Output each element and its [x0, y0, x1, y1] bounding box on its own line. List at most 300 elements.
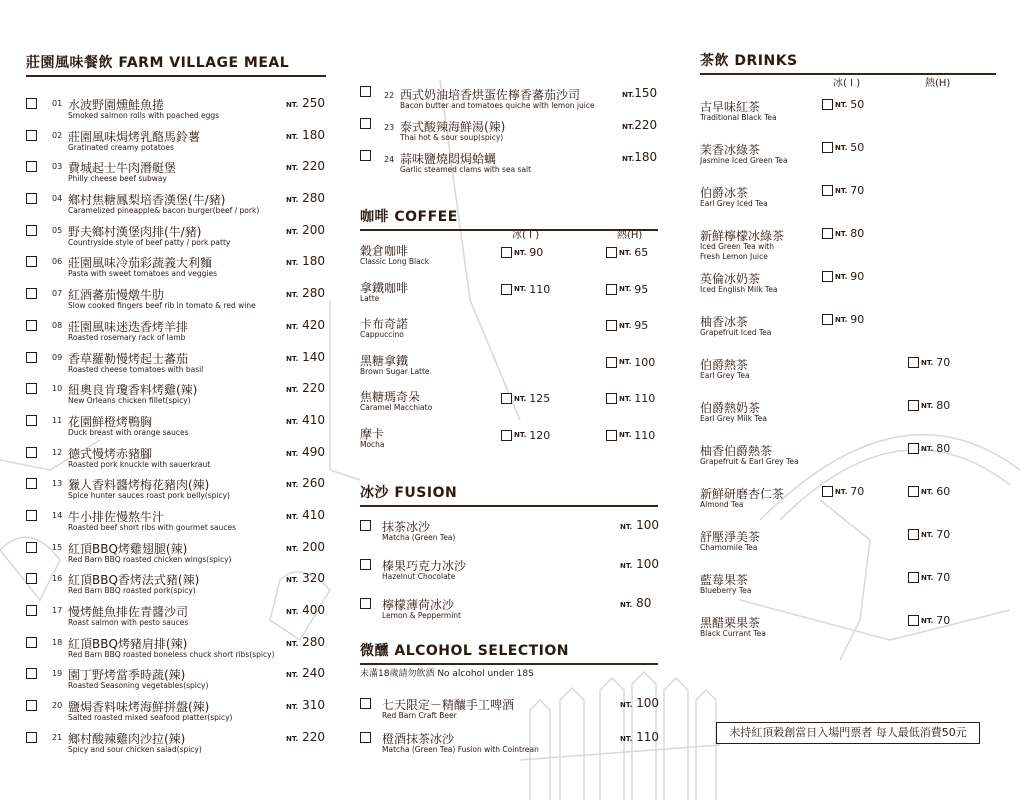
meal-item: [26, 160, 326, 192]
meal-item: [26, 699, 326, 731]
item-number: 24: [384, 155, 395, 164]
item-price: [286, 730, 325, 744]
item-price: [620, 696, 659, 710]
hot-price-option[interactable]: [606, 356, 655, 369]
price-value: 110: [634, 392, 656, 405]
currency-label: NT.: [619, 394, 632, 403]
item-name: 鄉村焦糖鳳梨培香漢堡(牛/豬): [68, 193, 226, 208]
meal-item: [26, 477, 326, 509]
coffee-hot-header: 熱(H): [617, 230, 643, 241]
iced-price-option[interactable]: [501, 246, 543, 259]
item-price: [286, 318, 325, 332]
price-value: 90: [529, 246, 544, 259]
item-number: 09: [52, 352, 63, 362]
drink-item: [700, 227, 996, 267]
drinks-iced-header: 冰( I ): [833, 78, 861, 89]
item-name: 紐奧良肯瓊香料烤雞(辣): [68, 383, 198, 398]
order-checkbox[interactable]: [908, 486, 919, 497]
currency-label: NT.: [921, 358, 934, 367]
alcohol-item: [360, 730, 658, 762]
currency-label: NT.: [286, 639, 299, 648]
currency-label: NT.: [921, 487, 934, 496]
item-english-name: Thai hot & sour soup(spicy): [400, 133, 504, 142]
item-english-name: Smoked salmon rolls with poached eggs: [68, 111, 219, 120]
price-value: 200: [302, 539, 325, 554]
item-price: [286, 350, 325, 364]
price-value: 400: [302, 603, 325, 617]
item-name: 蒜味鹽燒悶焗蛤蠣: [400, 152, 497, 166]
currency-label: NT.: [514, 394, 527, 403]
order-checkbox[interactable]: [26, 510, 37, 521]
drink-item: [700, 313, 996, 353]
order-checkbox[interactable]: [26, 732, 37, 743]
iced-price-option[interactable]: [822, 98, 864, 111]
item-price: [286, 413, 325, 427]
order-checkbox[interactable]: [822, 271, 833, 282]
hot-price-option[interactable]: [908, 356, 950, 369]
currency-label: NT.: [620, 735, 633, 743]
order-checkbox[interactable]: [26, 573, 37, 584]
item-english-name: Roast salmon with pesto sauces: [68, 618, 189, 627]
iced-price-option[interactable]: [822, 485, 864, 498]
item-number: 22: [384, 91, 395, 100]
item-name: 新鮮研磨杏仁茶: [700, 487, 785, 501]
order-checkbox[interactable]: [822, 142, 833, 153]
drink-item: [700, 270, 996, 310]
meal-item: [360, 112, 660, 144]
order-checkbox[interactable]: [501, 393, 512, 404]
meal-item: [26, 541, 326, 573]
price-value: 100: [636, 557, 659, 571]
item-name: 伯爵熱奶茶: [700, 401, 761, 415]
order-checkbox[interactable]: [501, 430, 512, 441]
order-checkbox[interactable]: [908, 357, 919, 368]
item-price: [622, 86, 657, 100]
currency-label: NT.: [286, 164, 299, 173]
item-name: 藍莓果茶: [700, 573, 749, 587]
order-checkbox[interactable]: [26, 288, 37, 299]
order-checkbox[interactable]: [606, 284, 617, 295]
price-value: 125: [529, 392, 551, 405]
item-name: 焦糖瑪奇朵: [360, 390, 421, 404]
currency-label: NT.: [286, 481, 299, 490]
order-checkbox[interactable]: [606, 430, 617, 441]
order-checkbox[interactable]: [26, 700, 37, 711]
item-english-name: Spicy and sour chicken salad(spicy): [68, 744, 202, 754]
order-checkbox[interactable]: [26, 98, 37, 109]
price-value: 70: [936, 356, 951, 369]
coffee-section-title: 咖啡 COFFEE: [360, 206, 658, 231]
item-english-name: Iced English Milk Tea: [700, 285, 778, 294]
order-checkbox[interactable]: [606, 357, 617, 368]
item-name: 榛果巧克力冰沙: [382, 559, 467, 573]
item-english-name: Mocha: [360, 439, 385, 449]
order-checkbox[interactable]: [822, 314, 833, 325]
currency-label: NT.: [286, 703, 299, 712]
order-checkbox[interactable]: [26, 161, 37, 172]
price-value: 100: [636, 696, 659, 710]
currency-label: NT.: [286, 354, 299, 363]
item-number: 20: [52, 701, 63, 711]
drink-item: [700, 571, 996, 611]
currency-label: NT.: [835, 272, 848, 281]
item-english-name: Cappuccino: [360, 330, 404, 339]
item-english-name: Roasted pork knuckle with sauerkraut: [68, 459, 211, 469]
meal-item: [26, 731, 326, 763]
order-checkbox[interactable]: [26, 415, 37, 426]
item-number: 14: [52, 510, 63, 520]
item-english-name: Countryside style of beef patty / pork patty: [68, 237, 231, 247]
order-checkbox[interactable]: [360, 559, 371, 570]
item-name: 香草羅勒慢烤起士蕃茄: [68, 351, 189, 366]
iced-price-option[interactable]: [822, 313, 864, 326]
item-english-name: Red Barn Craft Beer: [382, 711, 457, 720]
currency-label: NT.: [619, 321, 632, 330]
minimum-charge-notice: 未持紅頂穀創當日入場門票者 每人最低消費50元: [716, 722, 980, 744]
currency-label: NT.: [514, 431, 527, 439]
drink-item: [700, 614, 996, 654]
currency-label: NT.: [835, 100, 848, 109]
coffee-item: [360, 242, 658, 276]
hot-price-option[interactable]: [908, 485, 950, 498]
item-price: [622, 118, 657, 132]
item-price: [286, 191, 325, 205]
item-price: [286, 540, 325, 554]
item-name: 舒壓淨美茶: [700, 530, 761, 544]
item-english-name: Lemon & Peppermint: [382, 611, 461, 620]
currency-label: NT.: [286, 512, 299, 521]
item-english-name: Roasted rosemary rack of lamb: [68, 332, 186, 342]
hot-price-option[interactable]: [606, 246, 648, 259]
item-name: 費城起士牛肉潛艇堡: [68, 161, 177, 176]
meal-item: [26, 224, 326, 256]
drinks-section-title: 茶飲 DRINKS: [700, 50, 996, 75]
item-name: 柚香冰茶: [700, 315, 749, 329]
order-checkbox[interactable]: [360, 118, 371, 129]
price-value: 80: [936, 442, 951, 455]
item-number: 07: [52, 289, 63, 299]
meal-list: [26, 97, 326, 762]
item-number: 17: [52, 606, 63, 615]
price-value: 70: [936, 528, 951, 541]
currency-label: NT.: [921, 530, 934, 539]
item-name: 牛小排佐慢熬牛汁: [68, 509, 165, 524]
meal-item: [26, 414, 326, 446]
meal-item: [26, 446, 326, 478]
item-price: [286, 286, 325, 300]
currency-label: NT.: [286, 544, 299, 553]
meal-item: [26, 129, 326, 161]
item-name: 花園鮮橙烤鴨胸: [68, 414, 153, 429]
item-english-name: Latte: [360, 293, 380, 303]
item-english-name: Earl Grey Iced Tea: [700, 199, 768, 208]
drink-item: [700, 399, 996, 439]
iced-price-option[interactable]: [501, 429, 550, 442]
item-english-name: Brown Sugar Latte: [360, 366, 430, 376]
hot-price-option[interactable]: [606, 429, 655, 442]
item-price: [286, 159, 325, 173]
order-checkbox[interactable]: [26, 225, 37, 236]
price-value: 180: [302, 127, 325, 142]
price-value: 110: [636, 730, 659, 744]
currency-label: NT.: [286, 322, 299, 331]
order-checkbox[interactable]: [606, 247, 617, 258]
item-english-name: Jasmine Iced Green Tea: [700, 156, 788, 165]
meal-item: [26, 636, 326, 668]
alcohol-section: [360, 640, 659, 754]
order-checkbox[interactable]: [26, 542, 37, 553]
iced-price-option[interactable]: [822, 227, 864, 240]
drinks-section: [700, 50, 996, 638]
item-name: 莊園風味焗烤乳酪馬鈴薯: [68, 129, 201, 144]
order-checkbox[interactable]: [606, 393, 617, 404]
item-english-name: Earl Grey Milk Tea: [700, 414, 767, 423]
item-name: 野夫鄉村漢堡肉排(牛/豬): [68, 224, 202, 239]
item-price: [286, 445, 325, 459]
price-value: 220: [302, 159, 325, 174]
order-checkbox[interactable]: [908, 529, 919, 540]
order-checkbox[interactable]: [360, 520, 371, 531]
order-checkbox[interactable]: [822, 185, 833, 196]
alcohol-age-note: 未滿18歲請勿飲酒 No alcohol under 18S: [360, 669, 534, 679]
order-checkbox[interactable]: [822, 99, 833, 110]
item-price: [620, 557, 659, 571]
item-name: 園丁野烤當季時蔬(辣): [68, 668, 186, 683]
meal-item: [26, 667, 326, 699]
price-value: 120: [529, 428, 551, 442]
currency-label: NT.: [286, 386, 299, 395]
iced-price-option[interactable]: [501, 283, 550, 296]
price-value: 250: [302, 96, 325, 110]
item-number: 13: [52, 479, 63, 489]
iced-price-option[interactable]: [822, 270, 864, 283]
item-english-name: Red Barn BBQ roasted pork(spicy): [68, 586, 196, 596]
price-value: 240: [302, 666, 325, 681]
item-english-name: Slow cooked fingers beef rib in tomato & red wine: [68, 301, 256, 311]
iced-price-option[interactable]: [822, 184, 864, 197]
order-checkbox[interactable]: [360, 598, 371, 609]
item-english-name: Grapefruit & Earl Grey Tea: [700, 457, 799, 466]
item-english-name: Roasted Seasoning vegetables(spicy): [68, 681, 209, 691]
currency-label: NT.: [921, 401, 934, 410]
price-value: 110: [529, 282, 551, 296]
currency-label: NT.: [619, 285, 632, 293]
iced-price-option[interactable]: [501, 392, 550, 405]
order-checkbox[interactable]: [26, 668, 37, 679]
item-price: [286, 128, 325, 142]
iced-price-option[interactable]: [822, 141, 864, 154]
price-value: 50: [850, 141, 865, 154]
item-price: [286, 381, 325, 395]
item-number: 08: [52, 320, 63, 330]
meal-item: [26, 287, 326, 319]
item-name: 水波野園燻鮭魚捲: [68, 98, 165, 112]
currency-label: NT.: [835, 186, 848, 195]
currency-label: NT.: [835, 143, 848, 152]
currency-label: NT.: [620, 701, 633, 709]
price-value: 100: [634, 355, 656, 369]
item-number: 06: [52, 257, 63, 267]
order-checkbox[interactable]: [26, 352, 37, 363]
hot-price-option[interactable]: [908, 528, 950, 541]
item-english-name: Red Barn BBQ roasted chicken wings(spicy): [68, 554, 232, 564]
item-english-name: Matcha (Green Tea): [382, 533, 456, 542]
currency-label: NT.: [622, 123, 635, 131]
currency-label: NT.: [620, 562, 633, 570]
item-english-name: Garlic steamed clams with sea salt: [400, 165, 532, 174]
price-value: 280: [302, 191, 325, 206]
hot-price-option[interactable]: [908, 399, 950, 412]
order-checkbox[interactable]: [360, 732, 371, 743]
meal-column: [26, 52, 326, 762]
item-name: 紅酒蕃茄慢燉牛肋: [68, 288, 165, 303]
item-name: 鄉村酸辣雞肉沙拉(辣): [68, 731, 186, 746]
item-number: 10: [52, 384, 63, 394]
price-value: 180: [634, 150, 658, 164]
item-price: [286, 603, 325, 617]
price-value: 220: [634, 118, 658, 132]
alcohol-item: [360, 696, 658, 728]
item-english-name: Gratinated creamy potatoes: [68, 142, 174, 152]
price-value: 80: [636, 596, 652, 610]
drink-item: [700, 141, 996, 181]
item-english-name: Bacon butter and tomatoes quiche with lemon juice: [400, 101, 595, 110]
item-english-name: Chamomile Tea: [700, 543, 758, 552]
order-checkbox[interactable]: [360, 86, 371, 97]
item-price: [286, 666, 325, 680]
order-checkbox[interactable]: [908, 615, 919, 626]
item-price: [286, 508, 325, 522]
price-value: 70: [850, 184, 865, 197]
price-value: 60: [936, 485, 951, 498]
currency-label: NT.: [835, 229, 848, 238]
item-english-name: Almond Tea: [700, 500, 744, 509]
price-value: 200: [302, 222, 325, 237]
hot-price-option[interactable]: [606, 283, 648, 296]
item-name: 莊園風味冷茄彩蔬義大利麵: [68, 256, 213, 271]
meal-item: [26, 509, 326, 541]
price-value: 90: [850, 270, 865, 283]
item-name: 伯爵冰茶: [700, 186, 749, 200]
currency-label: NT.: [286, 227, 299, 236]
fusion-item: [360, 518, 658, 552]
price-value: 310: [302, 698, 325, 713]
currency-label: NT.: [514, 285, 527, 293]
item-name: 檸檬薄荷冰沙: [382, 598, 455, 612]
hot-price-option[interactable]: [606, 392, 655, 405]
order-checkbox[interactable]: [908, 572, 919, 583]
price-value: 490: [302, 444, 325, 459]
price-value: 280: [302, 634, 325, 649]
meal-item: [26, 192, 326, 224]
fusion-section-title: 冰沙 FUSION: [360, 482, 658, 507]
currency-label: NT.: [619, 358, 632, 366]
order-checkbox[interactable]: [360, 150, 371, 161]
currency-label: NT.: [619, 248, 632, 257]
order-checkbox[interactable]: [26, 130, 37, 141]
coffee-item: [360, 425, 658, 459]
item-name: 莊園風味迷迭香烤羊排: [68, 319, 189, 334]
item-english-name-line2: Fresh Lemon Juice: [700, 252, 768, 261]
order-checkbox[interactable]: [26, 605, 37, 616]
item-price: [286, 635, 325, 649]
meal-item: [26, 382, 326, 414]
item-english-name: Roasted beef short ribs with gourmet sauces: [68, 522, 237, 532]
item-name: 紅頂BBQ香烤法式豬(辣): [68, 573, 200, 588]
coffee-item: [360, 388, 658, 422]
item-name: 黑醋栗果茶: [700, 616, 761, 630]
item-number: 05: [52, 225, 63, 235]
hot-price-option[interactable]: [908, 571, 950, 584]
price-value: 50: [850, 98, 865, 111]
item-english-name: Philly cheese beef subway: [68, 174, 167, 184]
item-name: 古早味紅茶: [700, 100, 761, 114]
order-checkbox[interactable]: [501, 284, 512, 295]
price-value: 95: [634, 319, 649, 332]
item-number: 04: [52, 194, 63, 204]
currency-label: NT.: [286, 101, 299, 109]
order-checkbox[interactable]: [822, 228, 833, 239]
item-price: [622, 150, 657, 164]
order-checkbox[interactable]: [501, 247, 512, 258]
order-checkbox[interactable]: [26, 478, 37, 489]
hot-price-option[interactable]: [606, 319, 648, 332]
middle-column: [360, 80, 660, 176]
item-number: 01: [52, 99, 63, 108]
coffee-iced-header: 冰( I ): [512, 230, 540, 241]
drink-item: [700, 356, 996, 396]
order-checkbox[interactable]: [606, 320, 617, 331]
coffee-item: [360, 279, 658, 313]
order-checkbox[interactable]: [26, 383, 37, 394]
order-checkbox[interactable]: [822, 486, 833, 497]
meal-section-title: 莊園風味餐飲 FARM VILLAGE MEAL: [26, 52, 326, 77]
hot-price-option[interactable]: [908, 614, 950, 627]
item-name: 伯爵熱茶: [700, 358, 749, 372]
item-name: 德式慢烤赤豬腳: [68, 446, 153, 461]
price-value: 90: [850, 313, 865, 326]
item-price: [286, 571, 325, 585]
order-checkbox[interactable]: [26, 320, 37, 331]
item-number: 02: [52, 130, 63, 140]
hot-price-option[interactable]: [908, 442, 950, 455]
item-price: [620, 730, 659, 744]
item-name: 橙酒抹茶冰沙: [382, 732, 455, 746]
order-checkbox[interactable]: [26, 256, 37, 267]
item-english-name: Pasta with sweet tomatoes and veggies: [68, 269, 218, 279]
item-english-name: Blueberry Tea: [700, 586, 752, 595]
item-price: [620, 596, 651, 610]
price-value: 100: [636, 518, 659, 532]
order-checkbox[interactable]: [908, 443, 919, 454]
currency-label: NT.: [921, 444, 934, 453]
item-name: 泰式酸辣海鮮湯(辣): [400, 120, 506, 134]
drink-item: [700, 98, 996, 138]
order-checkbox[interactable]: [908, 400, 919, 411]
price-value: 70: [936, 571, 951, 584]
order-checkbox[interactable]: [360, 698, 371, 709]
order-checkbox[interactable]: [26, 193, 37, 204]
meal-item: [26, 351, 326, 383]
order-checkbox[interactable]: [26, 637, 37, 648]
currency-label: NT.: [286, 291, 299, 300]
coffee-section: [360, 206, 658, 449]
meal-list-continued: [360, 80, 660, 176]
order-checkbox[interactable]: [26, 447, 37, 458]
item-english-name: Black Currant Tea: [700, 629, 766, 638]
item-name: 新鮮檸檬冰綠茶: [700, 229, 785, 243]
currency-label: NT.: [622, 91, 635, 99]
